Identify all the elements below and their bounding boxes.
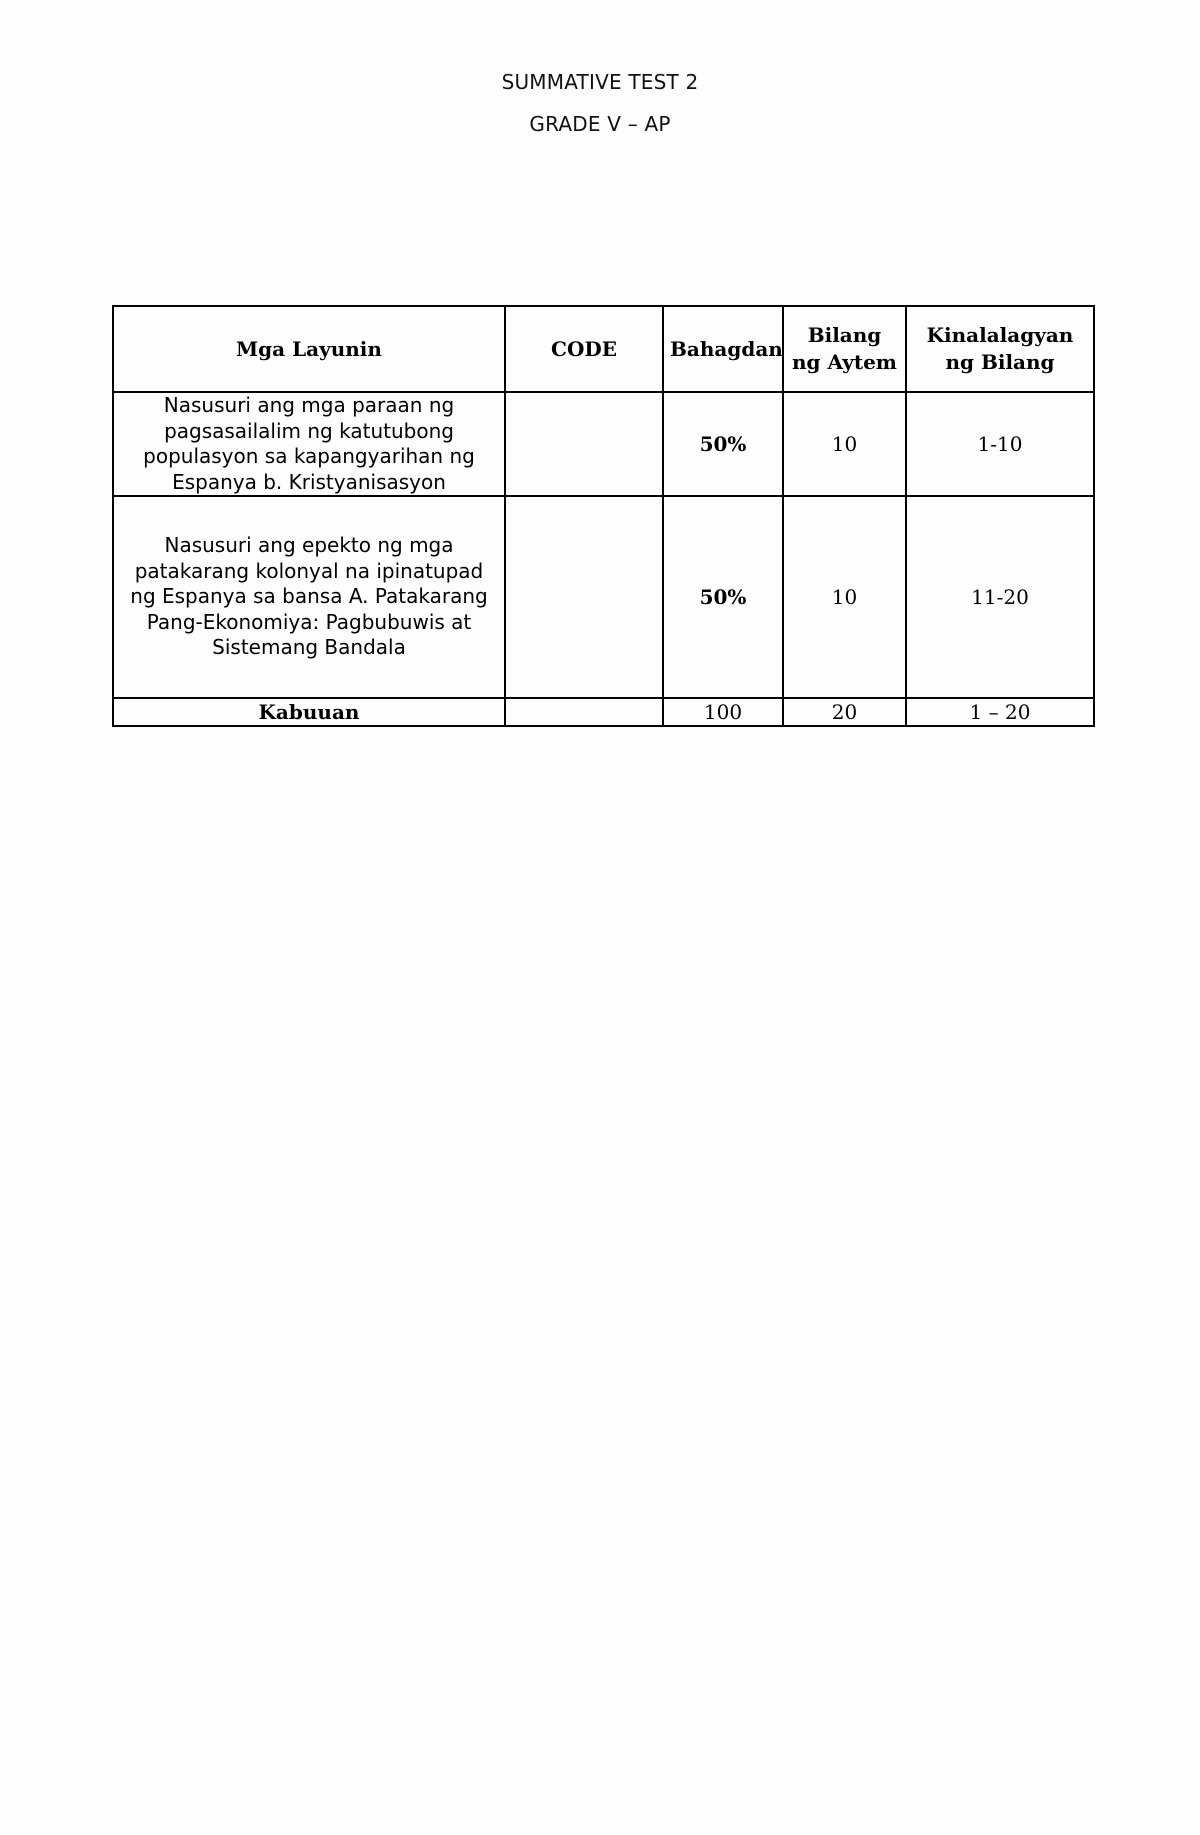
cell-layunin: Nasusuri ang epekto ng mga patakarang kolonyal na ipinatupad ng Espanya sa bansa A. Patakarang Pang-Ekonomiya: Pagbubuwis at Sistemang Bandala — [113, 496, 505, 698]
table-row — [113, 392, 1094, 496]
cell-code — [505, 496, 663, 698]
document-title: SUMMATIVE TEST 2 — [501, 70, 699, 94]
cell-kinalalagyan: 1-10 — [906, 392, 1094, 496]
column-header-bilang: Bilang ng Aytem — [783, 306, 906, 392]
column-header-code: CODE — [505, 306, 663, 392]
total-label: Kabuuan — [113, 698, 505, 726]
total-bilang: 20 — [783, 698, 906, 726]
cell-layunin: Nasusuri ang mga paraan ng pagsasailalim ng katutubong populasyon sa kapangyarihan ng Espanya b. Kristyanisasyon — [113, 392, 505, 496]
column-header-kinalalagyan: Kinalalagyan ng Bilang — [906, 306, 1094, 392]
document-subtitle: GRADE V – AP — [529, 112, 671, 136]
total-kinalalagyan: 1 – 20 — [906, 698, 1094, 726]
cell-bahagdan: 50% — [663, 392, 783, 496]
table-row — [113, 496, 1094, 698]
cell-kinalalagyan: 11-20 — [906, 496, 1094, 698]
table-total-row — [113, 698, 1094, 726]
cell-bilang: 10 — [783, 496, 906, 698]
cell-code — [505, 392, 663, 496]
total-code — [505, 698, 663, 726]
column-header-layunin: Mga Layunin — [113, 306, 505, 392]
cell-bilang: 10 — [783, 392, 906, 496]
table-header-row — [113, 306, 1094, 392]
column-header-bahagdan: Bahagdan — [663, 306, 783, 392]
total-bahagdan: 100 — [663, 698, 783, 726]
cell-bahagdan: 50% — [663, 496, 783, 698]
table-of-specifications — [112, 305, 1095, 727]
